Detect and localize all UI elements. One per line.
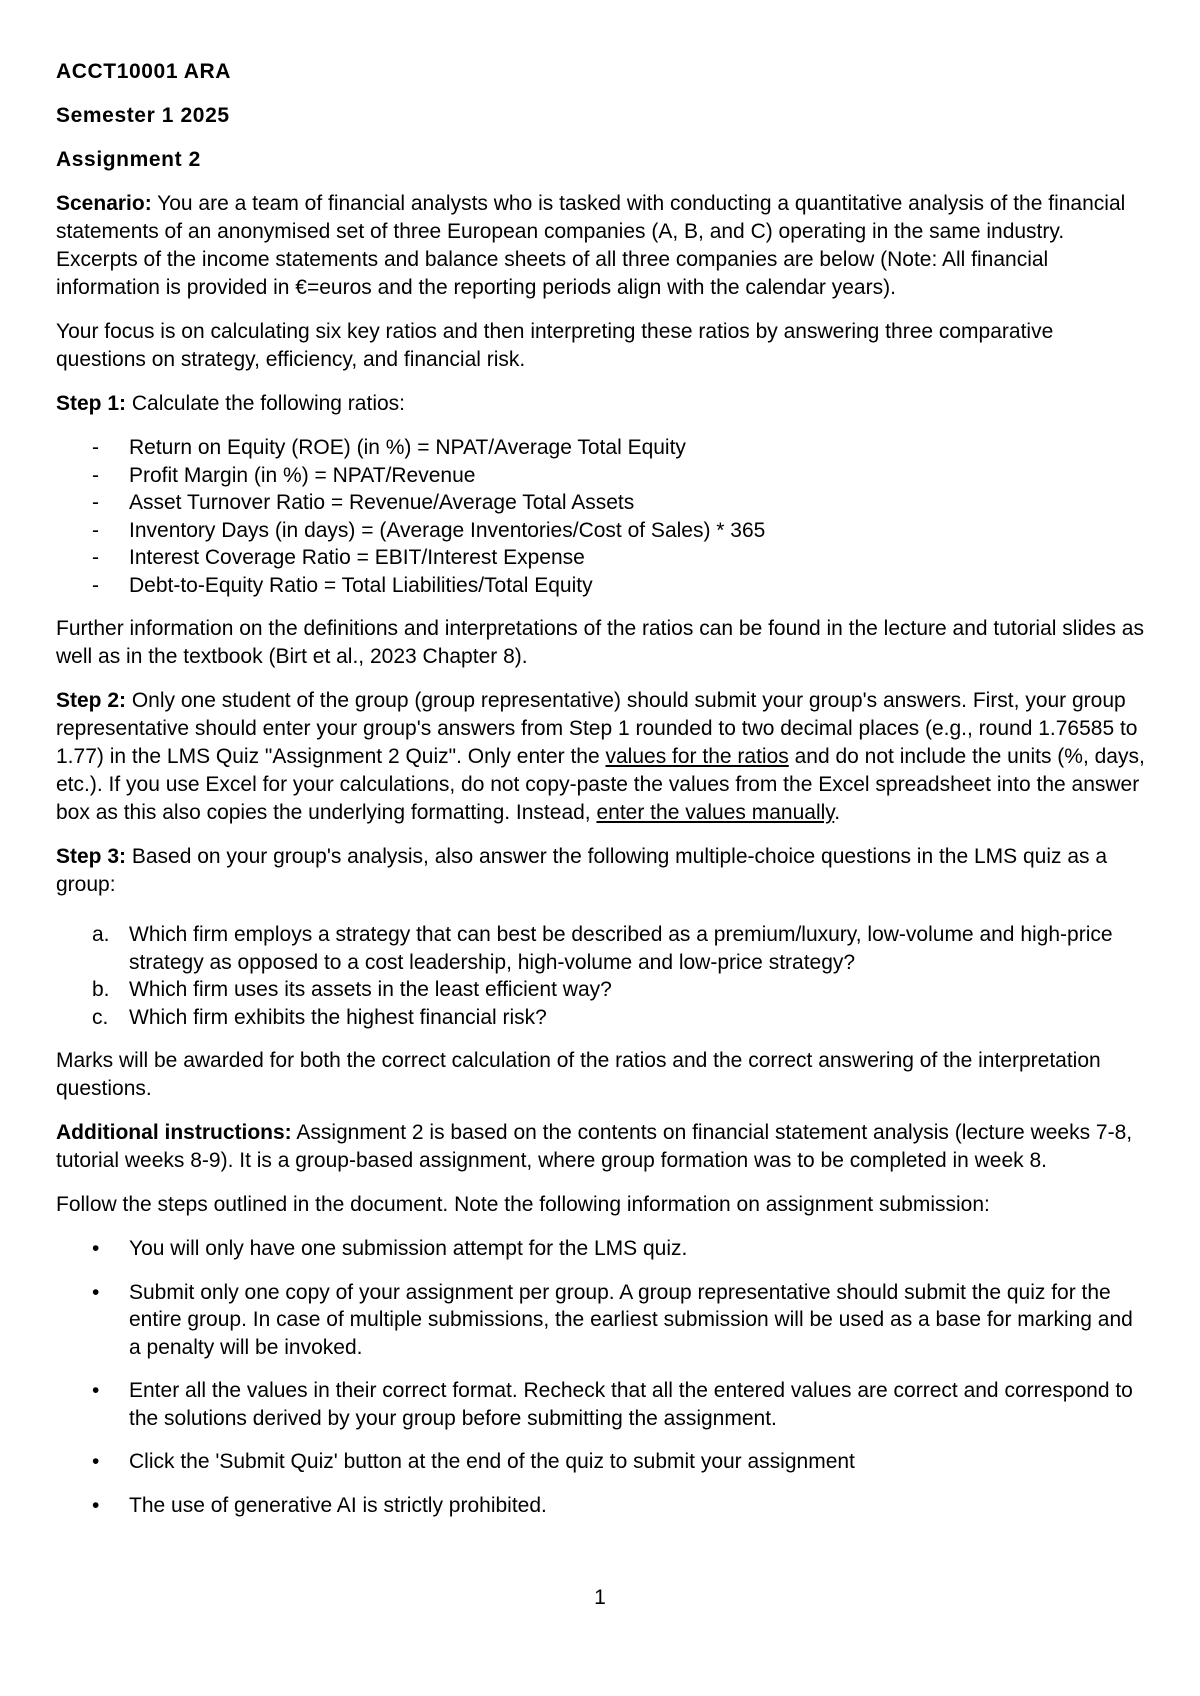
assignment-title: Assignment 2 (56, 148, 201, 171)
ratio-item (56, 434, 1146, 462)
bullet-marker: • (92, 1237, 100, 1260)
submission-item (56, 1492, 1146, 1520)
semester: Semester 1 2025 (56, 104, 230, 127)
step2-paragraph (56, 687, 1146, 827)
submission-item (56, 1377, 1146, 1432)
question-text: Which firm uses its assets in the least efficient way? (129, 978, 612, 1001)
further-info-paragraph: Further information on the definitions and interpretations of the ratios can be found in the lecture and tutorial slides as well as in the textbook (Birt et al., 2023 Chapter 8). (56, 617, 1144, 668)
step2-text: . (834, 801, 841, 824)
submission-text: Click the 'Submit Quiz' button at the end of the quiz to submit your assignment (129, 1450, 855, 1473)
step1-paragraph (56, 390, 1146, 418)
question-item (56, 921, 1146, 976)
step1-label: Step 1: (56, 392, 127, 415)
bullet-marker: • (92, 1379, 100, 1402)
step3-label: Step 3: (56, 845, 127, 868)
question-item (56, 1004, 1146, 1032)
bullet-marker: • (92, 1280, 100, 1304)
submission-list (56, 1235, 1146, 1519)
marks-paragraph: Marks will be awarded for both the correct calculation of the ratios and the correct answering of the interpretation questions. (56, 1049, 1101, 1100)
ratio-item (56, 462, 1146, 490)
focus-paragraph: Your focus is on calculating six key ratios and then interpreting these ratios by answering three comparative questions on strategy, efficiency, and financial risk. (56, 320, 1054, 371)
dash-marker: - (92, 436, 99, 459)
document-page (56, 58, 1146, 1535)
ratio-item (56, 544, 1146, 572)
page-number: 1 (594, 1586, 606, 1609)
ratio-item (56, 517, 1146, 545)
question-list (56, 921, 1146, 1031)
ratio-text: Inventory Days (in days) = (Average Inventories/Cost of Sales) * 365 (129, 518, 766, 542)
ratio-text: Profit Margin (in %) = NPAT/Revenue (129, 463, 476, 487)
step2-text: and do not include the units (%, days, etc.). If you use Excel for your calculations, do not copy-paste the values from the Excel spreadsheet into the answer box as this also copies the underlying formatting. Instead, (56, 745, 1145, 824)
dash-marker: - (92, 573, 99, 597)
additional-instructions-paragraph (56, 1119, 1146, 1175)
ratio-list (56, 434, 1146, 599)
bullet-marker: • (92, 1493, 100, 1517)
ratio-text: Asset Turnover Ratio = Revenue/Average Total Assets (129, 491, 635, 514)
follow-paragraph: Follow the steps outlined in the document. Note the following information on assignment submission: (56, 1193, 990, 1216)
additional-label: Additional instructions: (56, 1121, 292, 1144)
submission-text: You will only have one submission attempt for the LMS quiz. (129, 1237, 688, 1260)
question-item (56, 976, 1146, 1004)
underlined-values-for-ratios: values for the ratios (605, 745, 789, 768)
course-code: ACCT10001 ARA (56, 60, 232, 83)
question-marker: c. (92, 1005, 109, 1029)
submission-item (56, 1279, 1146, 1362)
additional-text: Assignment 2 is based on the contents on financial statement analysis (lecture weeks 7-8, tutorial weeks 8-9). It is a group-based assignment, where group formation was to be completed in week 8. (56, 1121, 1133, 1172)
dash-marker: - (92, 463, 99, 487)
dash-marker: - (92, 518, 99, 542)
dash-marker: - (92, 491, 99, 514)
question-text: Which firm employs a strategy that can best be described as a premium/luxury, low-volume and high-price strategy as opposed to a cost leadership, high-volume and low-price strategy? (129, 923, 1113, 974)
scenario-paragraph (56, 190, 1146, 302)
ratio-item (56, 572, 1146, 600)
ratio-text: Return on Equity (ROE) (in %) = NPAT/Average Total Equity (129, 436, 686, 459)
scenario-label: Scenario: (56, 192, 152, 215)
question-marker: b. (92, 978, 110, 1001)
ratio-text: Debt-to-Equity Ratio = Total Liabilities/Total Equity (129, 573, 593, 597)
scenario-text: You are a team of financial analysts who is tasked with conducting a quantitative analysis of the financial statements of an anonymised set of three European companies (A, B, and C) operating in the same industry. Excerpts of the income statements and balance sheets of all three companies are below (Note: All financial information is provided in €=euros and the reporting periods align with the calendar years). (56, 192, 1126, 299)
question-marker: a. (92, 923, 110, 946)
step2-label: Step 2: (56, 689, 127, 712)
step3-text: Based on your group's analysis, also answer the following multiple-choice questions in the LMS quiz as a group: (56, 845, 1108, 896)
submission-text: The use of generative AI is strictly prohibited. (129, 1493, 547, 1517)
step2-text: Only one student of the group (group representative) should submit your group's answers. First, your group representative should enter your group's answers from Step 1 rounded to two decimal places (e.g., round 1.76585 to 1.77) in the LMS Quiz "Assignment 2 Quiz". Only enter the (56, 689, 1138, 768)
bullet-marker: • (92, 1450, 100, 1473)
step3-paragraph (56, 843, 1146, 899)
question-text: Which firm exhibits the highest financial risk? (129, 1005, 547, 1029)
submission-text: Submit only one copy of your assignment per group. A group representative should submit the quiz for the entire group. In case of multiple submissions, the earliest submission will be used as a base for marking and a penalty will be invoked. (129, 1280, 1133, 1359)
submission-item (56, 1448, 1146, 1476)
step1-text: Calculate the following ratios: (126, 392, 405, 415)
underlined-enter-values-manually: enter the values manually (596, 801, 835, 824)
ratio-text: Interest Coverage Ratio = EBIT/Interest Expense (129, 546, 585, 569)
ratio-item (56, 489, 1146, 517)
dash-marker: - (92, 546, 99, 569)
submission-item (56, 1235, 1146, 1263)
submission-text: Enter all the values in their correct format. Recheck that all the entered values are correct and correspond to the solutions derived by your group before submitting the assignment. (129, 1379, 1133, 1430)
